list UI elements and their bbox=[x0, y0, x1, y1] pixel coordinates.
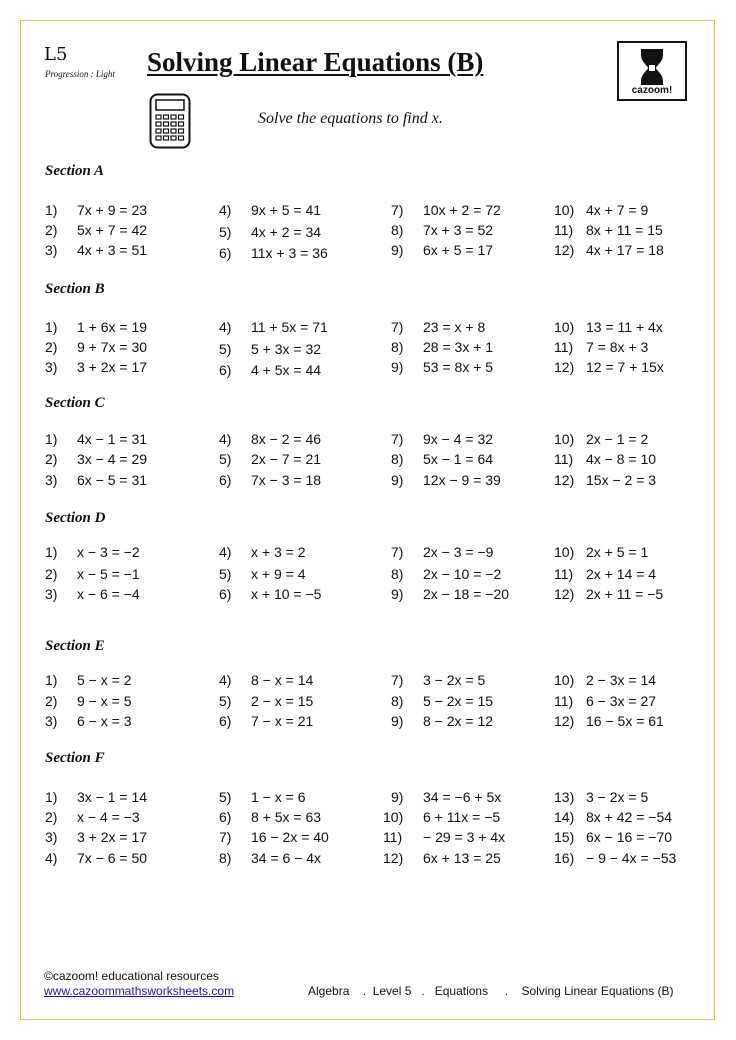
section-a-heading: Section A bbox=[45, 163, 105, 179]
question-c-8: 8) 5x − 1 = 64 bbox=[391, 451, 494, 467]
question-d-9: 9) 2x − 18 = −20 bbox=[391, 586, 510, 602]
question-c-6: 6) 7x − 3 = 18 bbox=[219, 472, 322, 488]
question-f-11: 11) − 29 = 3 + 4x bbox=[383, 829, 506, 845]
question-b-1: 1) 1 + 6x = 19 bbox=[45, 319, 148, 335]
question-b-2: 2) 9 + 7x = 30 bbox=[45, 339, 148, 355]
question-e-12: 12) 16 − 5x = 61 bbox=[554, 713, 664, 729]
level-code: L5 bbox=[44, 44, 68, 65]
website-link[interactable]: www.cazoommathsworksheets.com bbox=[44, 984, 235, 998]
question-f-15: 15) 6x − 16 = −70 bbox=[554, 829, 673, 845]
question-b-5: 5) 5 + 3x = 32 bbox=[219, 341, 322, 357]
worksheet-title: Solving Linear Equations (B) bbox=[147, 47, 484, 77]
question-a-6: 6) 11x + 3 = 36 bbox=[219, 245, 328, 261]
question-b-6: 6) 4 + 5x = 44 bbox=[219, 362, 322, 378]
question-d-6: 6) x + 10 = −5 bbox=[219, 586, 322, 602]
question-b-10: 10) 13 = 11 + 4x bbox=[554, 319, 663, 335]
question-b-4: 4) 11 + 5x = 71 bbox=[219, 319, 328, 335]
question-b-11: 11) 7 = 8x + 3 bbox=[554, 339, 649, 355]
worksheet-page bbox=[20, 20, 715, 1020]
question-b-9: 9) 53 = 8x + 5 bbox=[391, 359, 494, 375]
question-c-2: 2) 3x − 4 = 29 bbox=[45, 451, 148, 467]
question-e-9: 9) 8 − 2x = 12 bbox=[391, 713, 494, 729]
question-d-2: 2) x − 5 = −1 bbox=[45, 566, 140, 582]
section-d-heading: Section D bbox=[45, 510, 106, 526]
question-f-14: 14) 8x + 42 = −54 bbox=[554, 809, 673, 825]
question-a-12: 12) 4x + 17 = 18 bbox=[554, 242, 664, 258]
question-f-5: 5) 1 − x = 6 bbox=[219, 789, 306, 805]
question-f-9: 9) 34 = −6 + 5x bbox=[391, 789, 502, 805]
calculator-icon bbox=[149, 93, 191, 154]
question-b-12: 12) 12 = 7 + 15x bbox=[554, 359, 664, 375]
question-f-3: 3) 3 + 2x = 17 bbox=[45, 829, 148, 845]
question-b-3: 3) 3 + 2x = 17 bbox=[45, 359, 148, 375]
instructions: Solve the equations to find x. bbox=[258, 110, 443, 127]
question-d-7: 7) 2x − 3 = −9 bbox=[391, 544, 494, 560]
question-c-12: 12) 15x − 2 = 3 bbox=[554, 472, 657, 488]
section-e-heading: Section E bbox=[45, 638, 105, 654]
question-e-1: 1) 5 − x = 2 bbox=[45, 672, 132, 688]
question-c-7: 7) 9x − 4 = 32 bbox=[391, 431, 494, 447]
progression-label: Progression : Light bbox=[45, 69, 115, 79]
question-f-10: 10) 6 + 11x = −5 bbox=[383, 809, 501, 825]
question-f-2: 2) x − 4 = −3 bbox=[45, 809, 140, 825]
question-e-6: 6) 7 − x = 21 bbox=[219, 713, 314, 729]
question-e-2: 2) 9 − x = 5 bbox=[45, 693, 132, 709]
question-d-4: 4) x + 3 = 2 bbox=[219, 544, 306, 560]
question-d-10: 10) 2x + 5 = 1 bbox=[554, 544, 649, 560]
question-d-11: 11) 2x + 14 = 4 bbox=[554, 566, 657, 582]
question-f-16: 16) − 9 − 4x = −53 bbox=[554, 850, 677, 866]
question-d-12: 12) 2x + 11 = −5 bbox=[554, 586, 664, 602]
question-f-12: 12) 6x + 13 = 25 bbox=[383, 850, 501, 866]
hourglass-logo-icon bbox=[617, 41, 687, 101]
question-c-11: 11) 4x − 8 = 10 bbox=[554, 451, 657, 467]
question-d-8: 8) 2x − 10 = −2 bbox=[391, 566, 502, 582]
question-f-6: 6) 8 + 5x = 63 bbox=[219, 809, 322, 825]
section-b-heading: Section B bbox=[45, 281, 105, 297]
question-e-5: 5) 2 − x = 15 bbox=[219, 693, 314, 709]
question-e-10: 10) 2 − 3x = 14 bbox=[554, 672, 657, 688]
question-a-9: 9) 6x + 5 = 17 bbox=[391, 242, 494, 258]
question-a-10: 10) 4x + 7 = 9 bbox=[554, 202, 649, 218]
question-a-7: 7) 10x + 2 = 72 bbox=[391, 202, 501, 218]
question-e-8: 8) 5 − 2x = 15 bbox=[391, 693, 494, 709]
question-c-1: 1) 4x − 1 = 31 bbox=[45, 431, 148, 447]
question-f-8: 8) 34 = 6 − 4x bbox=[219, 850, 322, 866]
footer-credit: ©cazoom! educational resources bbox=[44, 969, 219, 983]
question-f-1: 1) 3x − 1 = 14 bbox=[45, 789, 148, 805]
question-a-5: 5) 4x + 2 = 34 bbox=[219, 224, 322, 240]
question-b-7: 7) 23 = x + 8 bbox=[391, 319, 486, 335]
section-f-heading: Section F bbox=[45, 750, 105, 766]
question-f-13: 13) 3 − 2x = 5 bbox=[554, 789, 649, 805]
question-a-8: 8) 7x + 3 = 52 bbox=[391, 222, 494, 238]
question-c-9: 9) 12x − 9 = 39 bbox=[391, 472, 501, 488]
section-c-heading: Section C bbox=[45, 395, 105, 411]
question-a-2: 2) 5x + 7 = 42 bbox=[45, 222, 148, 238]
logo-text: cazoom! bbox=[631, 85, 673, 96]
question-a-1: 1) 7x + 9 = 23 bbox=[45, 202, 148, 218]
question-a-11: 11) 8x + 11 = 15 bbox=[554, 222, 663, 238]
question-c-4: 4) 8x − 2 = 46 bbox=[219, 431, 322, 447]
question-a-3: 3) 4x + 3 = 51 bbox=[45, 242, 148, 258]
question-d-1: 1) x − 3 = −2 bbox=[45, 544, 140, 560]
question-d-3: 3) x − 6 = −4 bbox=[45, 586, 140, 602]
question-f-4: 4) 7x − 6 = 50 bbox=[45, 850, 148, 866]
question-c-10: 10) 2x − 1 = 2 bbox=[554, 431, 649, 447]
question-f-7: 7) 16 − 2x = 40 bbox=[219, 829, 329, 845]
question-e-7: 7) 3 − 2x = 5 bbox=[391, 672, 486, 688]
question-d-5: 5) x + 9 = 4 bbox=[219, 566, 306, 582]
question-e-4: 4) 8 − x = 14 bbox=[219, 672, 314, 688]
question-c-3: 3) 6x − 5 = 31 bbox=[45, 472, 148, 488]
question-e-11: 11) 6 − 3x = 27 bbox=[554, 693, 657, 709]
question-c-5: 5) 2x − 7 = 21 bbox=[219, 451, 322, 467]
footer-topic-path: Algebra . Level 5 . Equations . Solving Linear Equations (B) bbox=[308, 984, 674, 998]
question-b-8: 8) 28 = 3x + 1 bbox=[391, 339, 494, 355]
question-e-3: 3) 6 − x = 3 bbox=[45, 713, 132, 729]
question-a-4: 4) 9x + 5 = 41 bbox=[219, 202, 322, 218]
